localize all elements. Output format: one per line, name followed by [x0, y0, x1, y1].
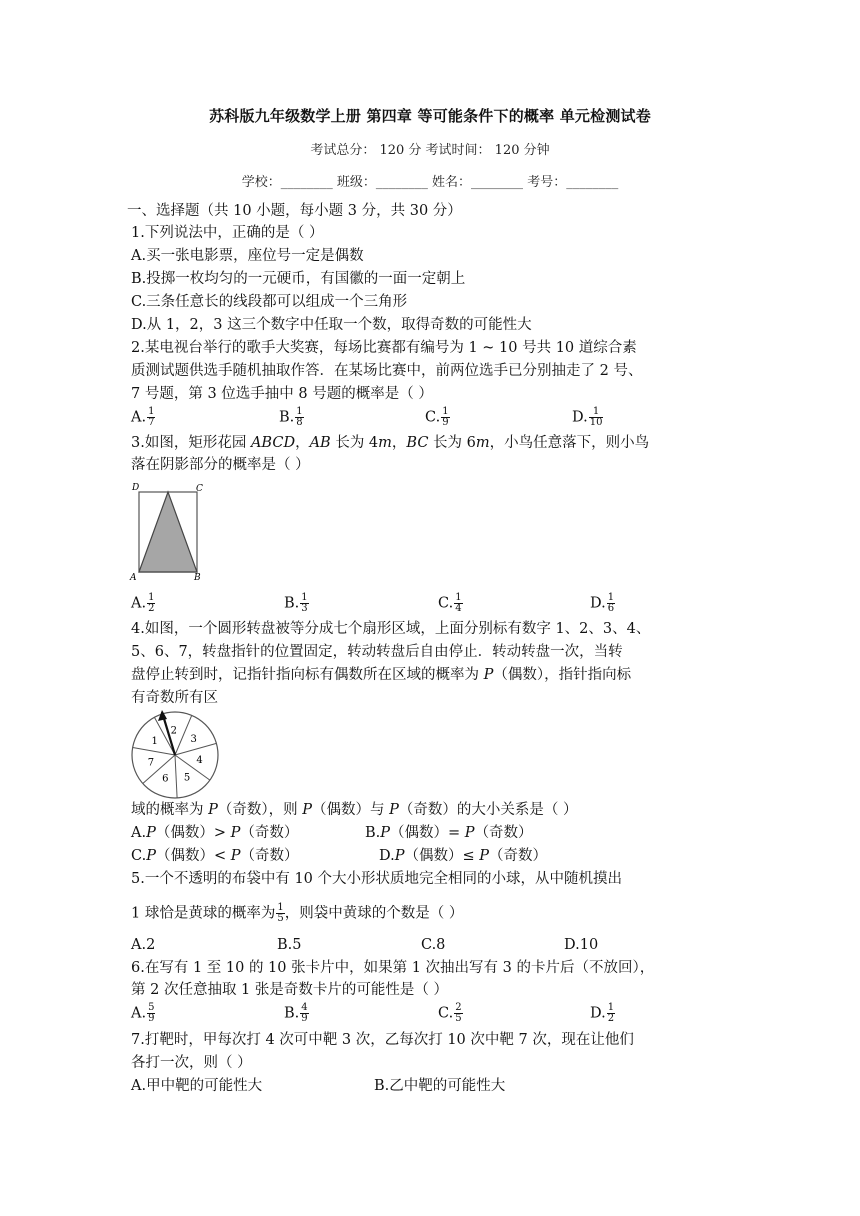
shaded-triangle	[139, 492, 197, 572]
student-fields: 学校：________ 班级：________ 姓名：________ 考号：________	[241, 175, 619, 190]
q4-option-a: A.P（偶数）> P（奇数）	[131, 825, 299, 841]
q5-stem-line1: 5.一个不透明的布袋中有 10 个大小形状质地完全相同的小球，从中随机摸出	[131, 871, 623, 887]
q6-option-c: C. $\frac{2}{5}$	[438, 1002, 462, 1024]
q2-option-b: B. $\frac{1}{8}$	[279, 406, 303, 428]
exam-title: 苏科版九年级数学上册 第四章 等可能条件下的概率 单元检测试卷	[209, 107, 651, 125]
q1-stem: 1.下列说法中，正确的是（ ）	[131, 225, 324, 241]
exam-info: 考试总分： 120 分 考试时间： 120 分钟	[310, 143, 550, 158]
label-d: D	[132, 483, 140, 493]
q6-option-b: B. $\frac{4}{9}$	[284, 1002, 308, 1024]
q3-option-d: D. $\frac{1}{6}$	[590, 592, 615, 614]
q6-option-a: A. $\frac{5}{9}$	[131, 1002, 155, 1024]
q3-stem-line2: 落在阴影部分的概率是（ ）	[131, 457, 310, 473]
q3-option-b: B. $\frac{1}{3}$	[284, 592, 308, 614]
q4-stem-line5: 域的概率为 P（奇数），则 P（偶数）与 P（奇数）的大小关系是（ ）	[131, 802, 578, 818]
q4-stem-line2: 5、6、7，转盘指针的位置固定，转动转盘后自由停止．转动转盘一次，当转	[131, 644, 623, 660]
q7-option-b: B.乙中靶的可能性大	[374, 1078, 506, 1094]
spinner-figure	[128, 708, 222, 802]
q5-option-c: C.8	[421, 937, 446, 953]
q2-option-c: C. $\frac{1}{9}$	[425, 406, 449, 428]
label-a: A	[130, 573, 137, 583]
q3-option-a: A. $\frac{1}{2}$	[131, 592, 155, 614]
q3-option-c: C. $\frac{1}{4}$	[438, 592, 462, 614]
q4-option-d: D.P（偶数）≤ P（奇数）	[379, 848, 548, 864]
q5-stem-line2: 1 球恰是黄球的概率为 $\frac{1}{5}$ ，则袋中黄球的个数是（ ）	[131, 902, 464, 924]
q1-option-d: D.从 1，2，3 这三个数字中任取一个数，取得奇数的可能性大	[131, 317, 532, 333]
label-b: B	[194, 573, 201, 583]
q1-option-a: A.买一张电影票，座位号一定是偶数	[131, 248, 364, 264]
q4-stem-line3: 盘停止转到时，记指针指向标有偶数所在区域的概率为 P（偶数），指针指向标	[131, 667, 632, 683]
rectangle-garden-figure	[126, 480, 210, 584]
q2-option-d: D. $\frac{1}{10}$	[572, 406, 603, 428]
q4-option-c: C.P（偶数）< P（奇数）	[131, 848, 299, 864]
q7-stem-line2: 各打一次，则（ ）	[131, 1055, 252, 1071]
section-heading: 一、选择题（共 10 小题，每小题 3 分，共 30 分）	[127, 203, 462, 219]
q4-stem-line4: 有奇数所有区	[131, 690, 218, 706]
spinner-number-4: 4	[196, 754, 203, 766]
q1-option-c: C.三条任意长的线段都可以组成一个三角形	[131, 294, 408, 310]
q2-stem-line1: 2.某电视台举行的歌手大奖赛，每场比赛都有编号为 1 ~ 10 号共 10 道综合素	[131, 340, 637, 356]
q2-option-a: A. $\frac{1}{7}$	[131, 406, 155, 428]
q5-option-a: A.2	[131, 937, 156, 953]
spinner-number-5: 5	[183, 772, 191, 784]
q2-stem-line3: 7 号题，第 3 位选手抽中 8 号题的概率是（ ）	[131, 386, 433, 402]
q1-option-b: B.投掷一枚均匀的一元硬币，有国徽的一面一定朝上	[131, 271, 466, 287]
spinner-number-2: 2	[170, 725, 177, 737]
q5-option-b: B.5	[277, 937, 302, 953]
q4-stem-line1: 4.如图，一个圆形转盘被等分成七个扇形区域，上面分别标有数字 1、2、3、4、	[131, 621, 651, 637]
q6-stem-line2: 第 2 次任意抽取 1 张是奇数卡片的可能性是（ ）	[131, 982, 448, 998]
q6-option-d: D. $\frac{1}{2}$	[590, 1002, 615, 1024]
q4-option-b: B.P（偶数）= P（奇数）	[365, 825, 533, 841]
spinner-number-3: 3	[190, 734, 197, 745]
q7-option-a: A.甲中靶的可能性大	[131, 1078, 263, 1094]
spinner-number-7: 7	[147, 757, 155, 769]
spinner-number-1: 1	[151, 735, 158, 747]
q7-stem-line1: 7.打靶时，甲每次打 4 次可中靶 3 次，乙每次打 10 次中靶 7 次，现在让他们	[131, 1032, 634, 1048]
q3-stem-line1: 3.如图，矩形花园 ABCD，AB 长为 4m，BC 长为 6m，小鸟任意落下，则小鸟	[131, 435, 650, 451]
label-c: C	[196, 484, 203, 494]
q5-option-d: D.10	[564, 937, 599, 953]
q6-stem-line1: 6.在写有 1 至 10 的 10 张卡片中，如果第 1 次抽出写有 3 的卡片后（不放回），	[131, 960, 655, 976]
q2-stem-line2: 质测试题供选手随机抽取作答．在某场比赛中，前两位选手已分别抽走了 2 号、	[131, 363, 643, 379]
spinner-number-6: 6	[162, 773, 169, 785]
